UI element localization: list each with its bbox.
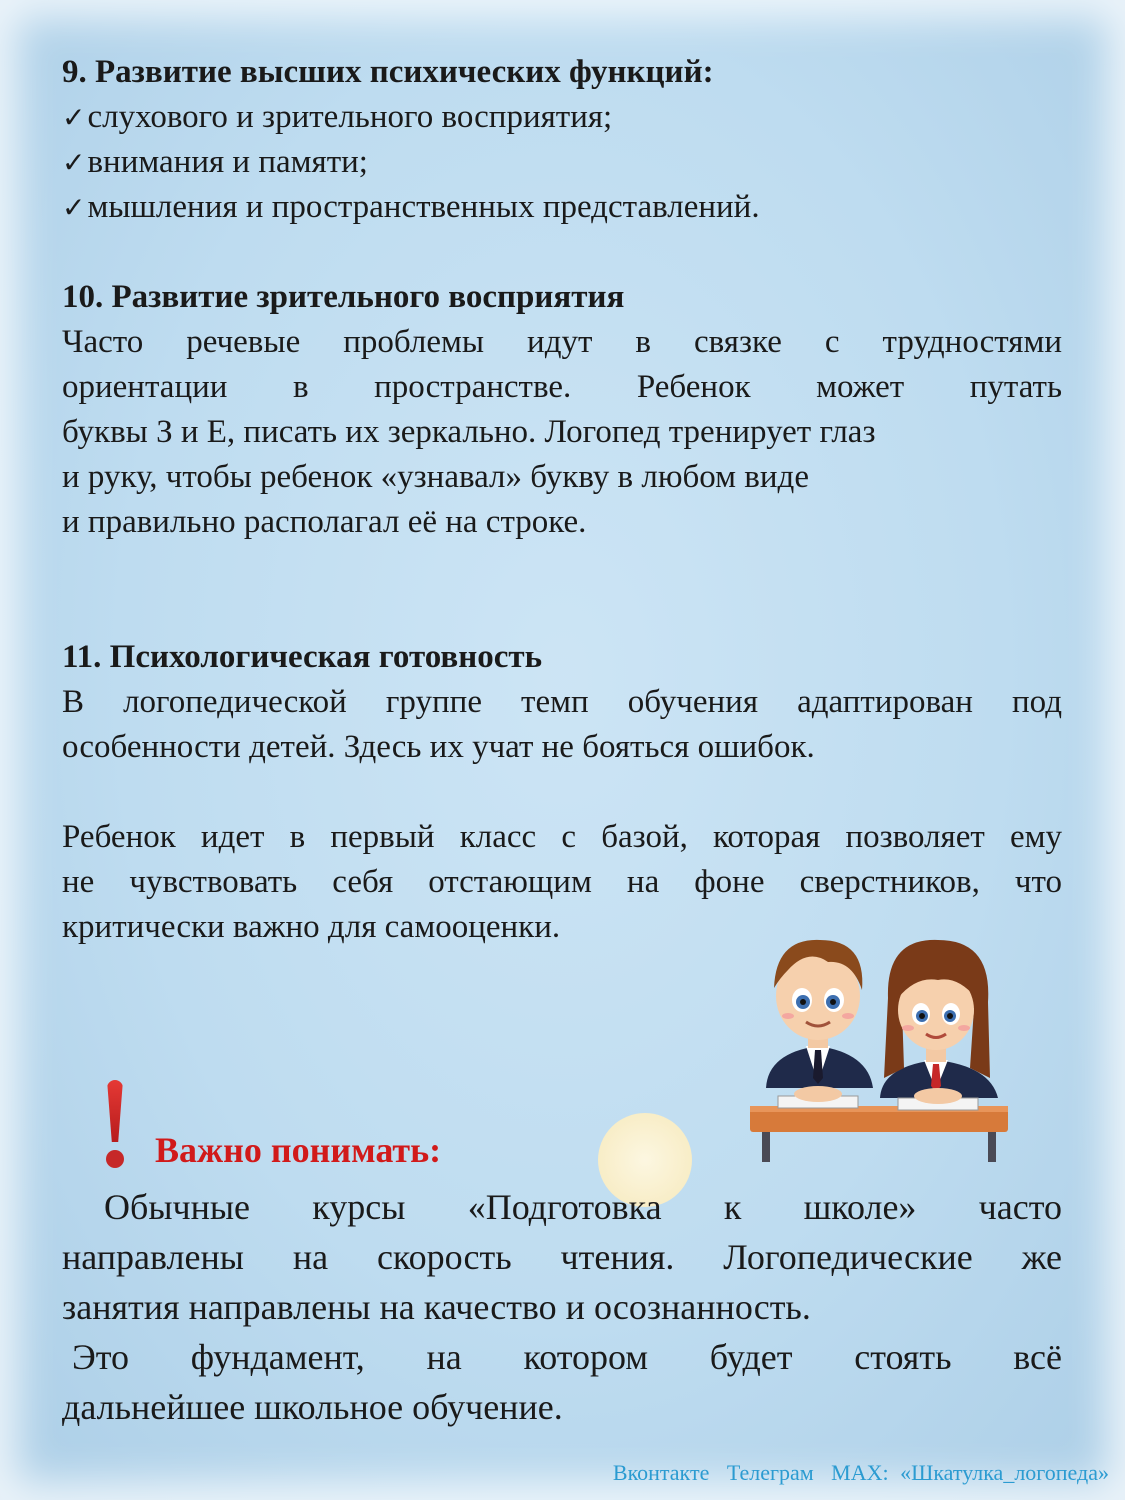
girl-figure: [880, 940, 998, 1098]
list-item: ✓ слухового и зрительного восприятия;: [62, 95, 1062, 140]
footer-channel-name: «Шкатулка_логопеда»: [900, 1460, 1109, 1485]
section-10: [62, 275, 1062, 545]
section-11-title: 11. Психологическая готовность: [62, 639, 543, 675]
section-9-title: 9. Развитие высших психических функций:: [62, 54, 714, 90]
paragraph-line: буквы З и Е, писать их зеркально. Логопед тренирует глаз: [62, 414, 876, 450]
paragraph-line: занятия направлены на качество и осознанность.: [62, 1287, 811, 1327]
list-item: ✓ внимания и памяти;: [62, 140, 1062, 185]
section-11: [62, 635, 1062, 950]
paragraph-line: и правильно располагал её на строке.: [62, 504, 587, 540]
important-title: Важно понимать:: [155, 1130, 442, 1170]
paragraph-line: критически важно для самооценки.: [62, 909, 561, 945]
section-9: [62, 50, 1062, 230]
paragraph-line: Ребенок идет в первый класс с базой, которая позволяет ему: [62, 819, 1062, 855]
footer-vk-link[interactable]: Вконтакте: [612, 1460, 710, 1485]
paragraph-line: направлены на скорость чтения. Логопедические же: [62, 1237, 1062, 1277]
important-text: [62, 1182, 1062, 1432]
paragraph-line: особенности детей. Здесь их учат не бояться ошибок.: [62, 729, 815, 765]
important-heading: [95, 1080, 441, 1172]
paragraph-line: Часто речевые проблемы идут в связке с трудностями: [62, 324, 1062, 360]
schoolchildren-illustration: [748, 918, 1010, 1163]
footer: [601, 1460, 1109, 1486]
paragraph-line: не чувствовать себя отстающим на фоне сверстников, что: [62, 864, 1062, 900]
list-item: ✓ мышления и пространственных представлений.: [62, 185, 1062, 230]
boy-figure: [766, 940, 873, 1088]
paragraph-line: дальнейшее школьное обучение.: [62, 1387, 563, 1427]
section-10-title: 10. Развитие зрительного восприятия: [62, 279, 625, 315]
paragraph-line: Это фундамент, на котором будет стоять всё: [72, 1337, 1062, 1377]
footer-telegram-link[interactable]: Телеграм: [726, 1460, 814, 1485]
paragraph-line: Обычные курсы «Подготовка к школе» часто: [104, 1187, 1062, 1227]
exclamation-icon: [95, 1080, 135, 1172]
footer-max-link[interactable]: MAX:: [831, 1460, 889, 1485]
paragraph-line: и руку, чтобы ребенок «узнавал» букву в любом виде: [62, 459, 809, 495]
paragraph-line: ориентации в пространстве. Ребенок может путать: [62, 369, 1062, 405]
paragraph-line: В логопедической группе темп обучения адаптирован под: [62, 684, 1062, 720]
content: [62, 50, 1062, 950]
